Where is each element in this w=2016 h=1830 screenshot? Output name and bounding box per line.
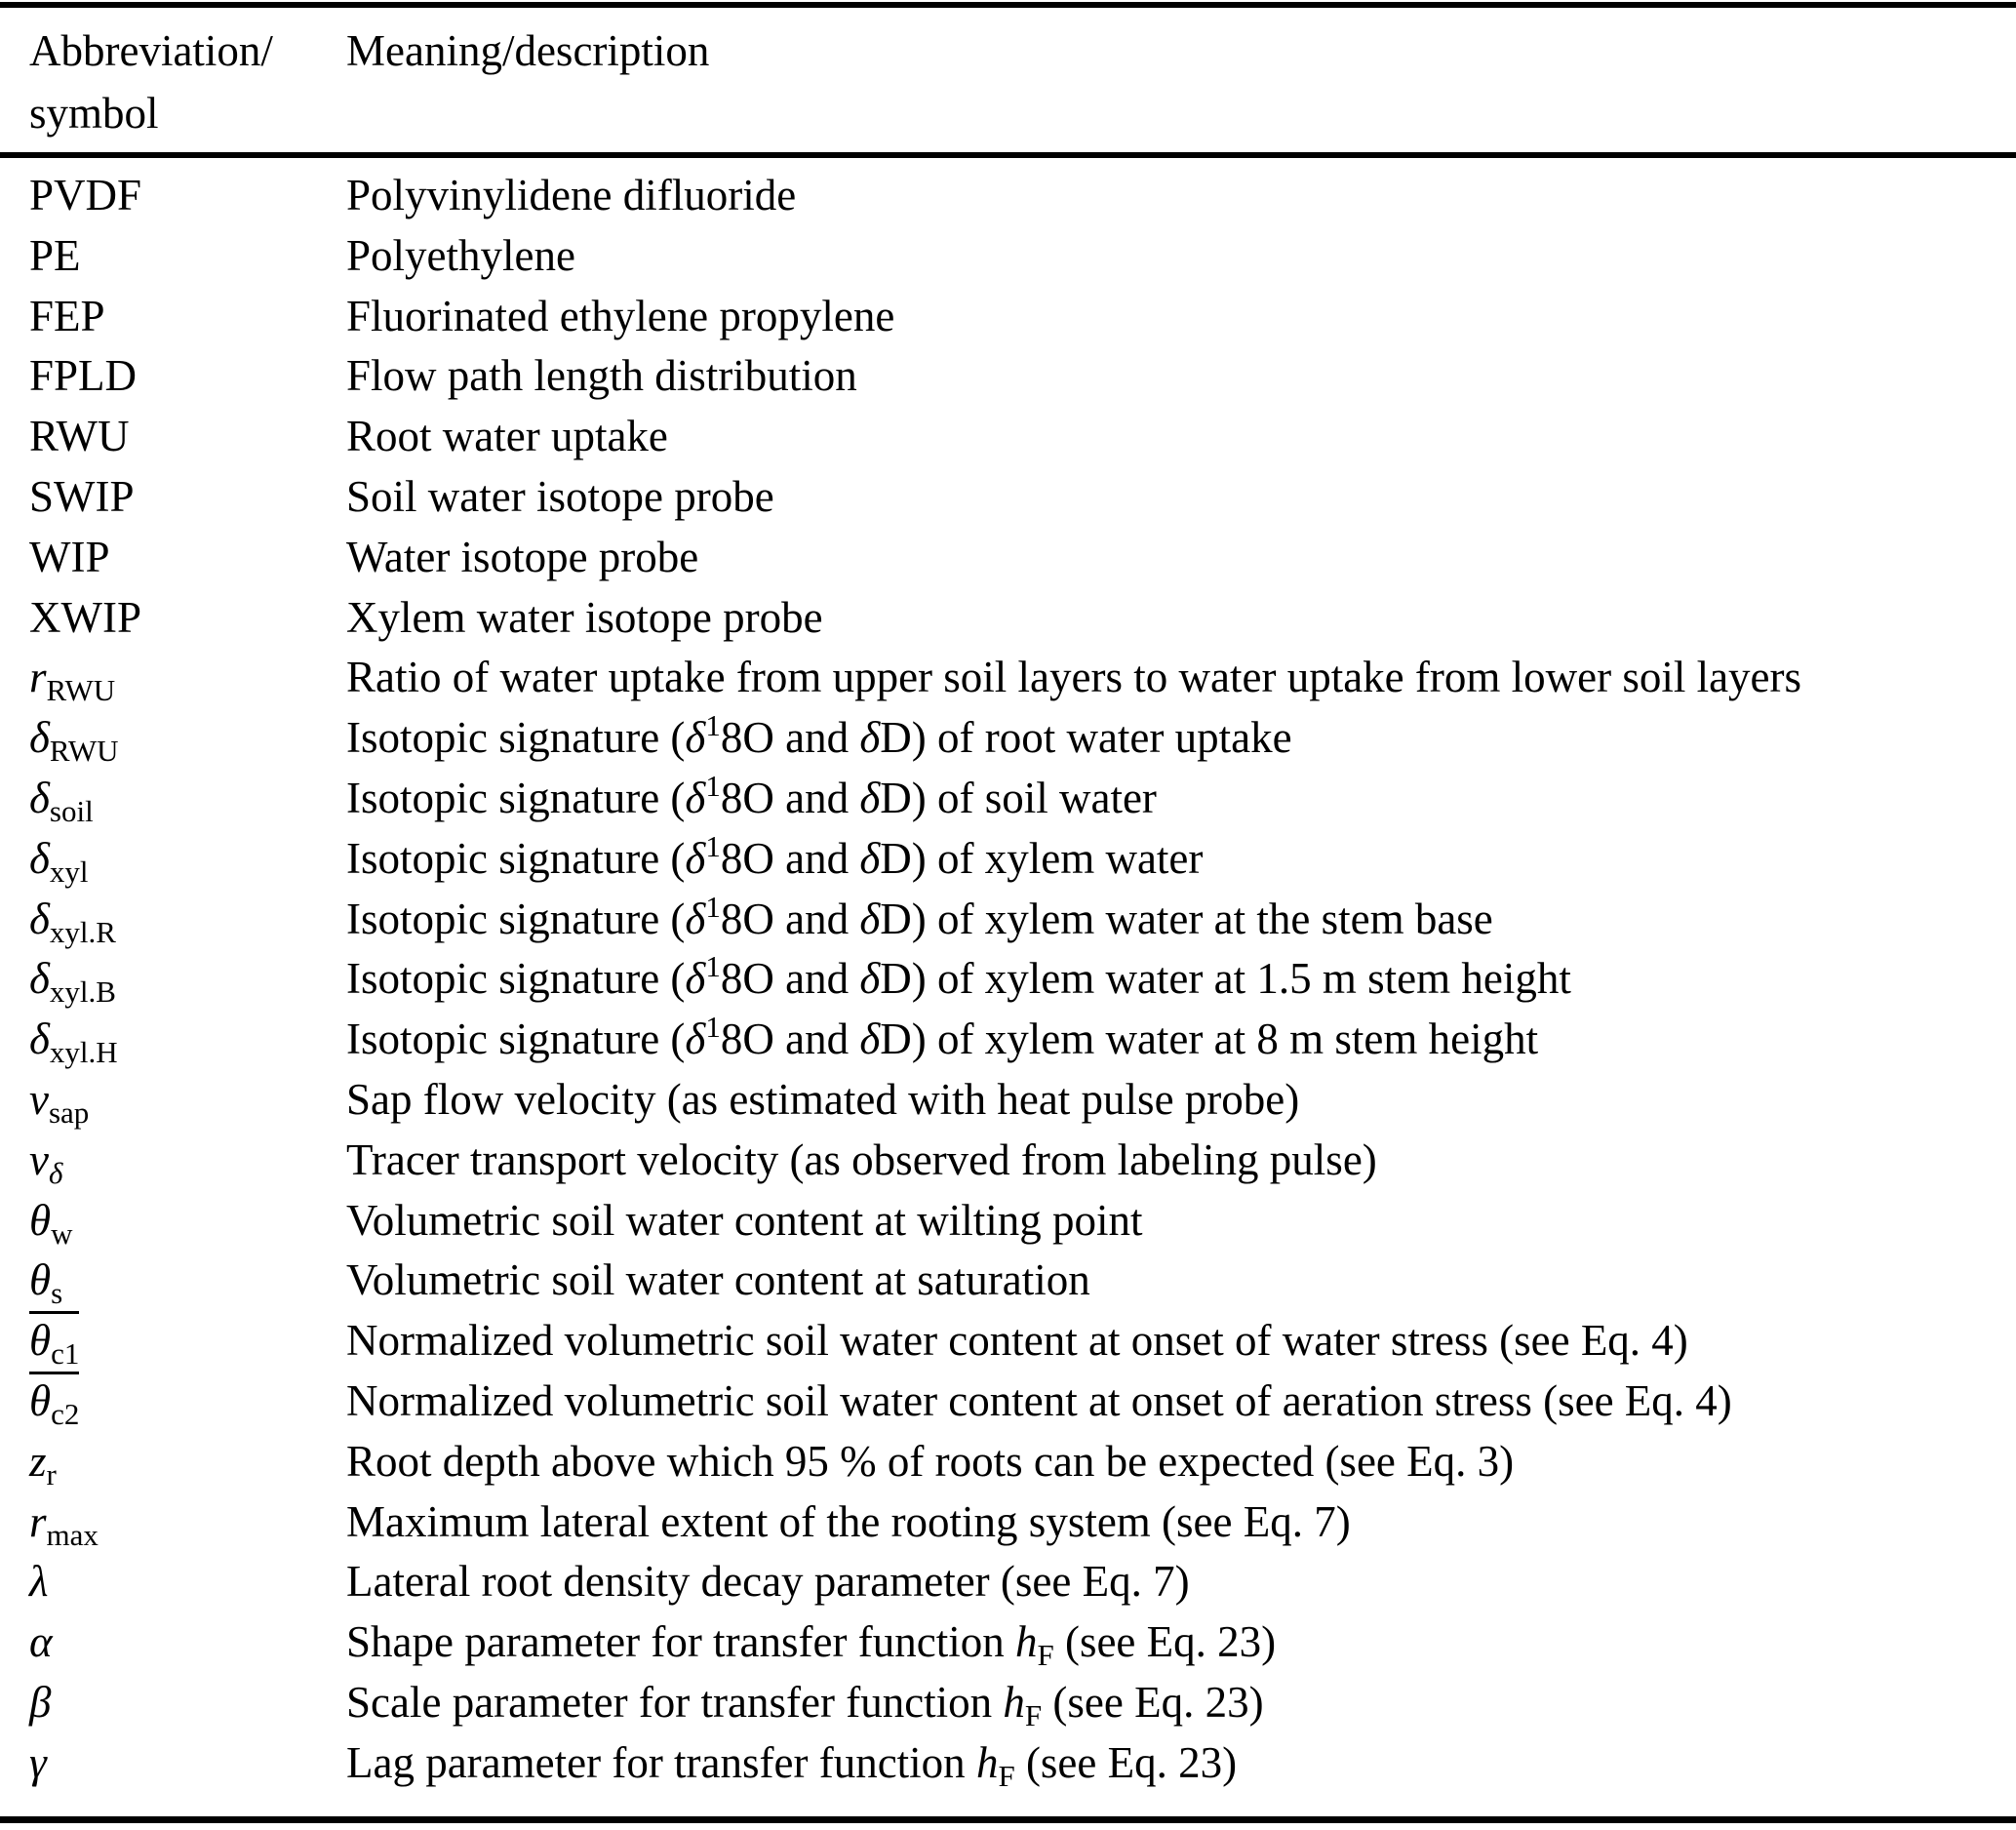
text-segment: (see Eq. 23) — [1014, 1737, 1238, 1787]
text-segment: δ — [29, 713, 50, 763]
symbol-cell — [0, 890, 346, 950]
table-row — [0, 769, 2016, 829]
symbol-cell — [0, 1251, 346, 1311]
text-segment: Flow path length distribution — [346, 351, 857, 401]
superscript-text: 1 — [705, 768, 721, 803]
text-segment: δ — [685, 894, 706, 943]
superscript-text: 1 — [705, 949, 721, 984]
text-segment: D) of xylem water at 8 m stem height — [880, 1014, 1539, 1064]
text-segment: θ — [29, 1375, 52, 1425]
table-row — [0, 1492, 2016, 1553]
subscript-text: F — [1024, 1697, 1043, 1732]
text-segment: δ — [29, 833, 50, 883]
description-cell — [346, 346, 2016, 407]
text-segment: Isotopic signature ( — [346, 833, 686, 883]
symbol-cell — [0, 1733, 346, 1794]
text-segment: Fluorinated ethylene propylene — [346, 291, 895, 340]
text-segment: D) of soil water — [880, 773, 1157, 822]
symbol-cell — [0, 1432, 346, 1492]
description-cell — [346, 1010, 2016, 1070]
table-header-separator-rule — [0, 152, 2016, 158]
description-cell — [346, 890, 2016, 950]
symbol-cell — [0, 1010, 346, 1070]
table-row — [0, 1432, 2016, 1492]
symbol-cell — [0, 769, 346, 829]
text-segment: Polyvinylidene difluoride — [346, 171, 797, 219]
column-header-meaning-description: Meaning/description — [346, 26, 710, 75]
text-segment: 8O and — [720, 773, 860, 822]
symbol-cell — [0, 949, 346, 1010]
description-cell — [346, 1612, 2016, 1673]
table-row — [0, 1733, 2016, 1794]
subscript-text: RWU — [46, 673, 116, 708]
text-segment: β — [29, 1677, 52, 1727]
description-cell — [346, 467, 2016, 528]
text-segment: 8O and — [720, 954, 860, 1004]
text-segment: Isotopic signature ( — [346, 713, 686, 763]
subscript-text: soil — [49, 793, 94, 828]
text-segment: Root depth above which 95 % of roots can be expected (see Eq. 3) — [346, 1436, 1515, 1486]
description-cell — [346, 1492, 2016, 1553]
text-segment: δ — [859, 894, 881, 943]
table-row — [0, 648, 2016, 708]
subscript-text: c2 — [51, 1396, 80, 1431]
table-row — [0, 1070, 2016, 1131]
table-row — [0, 1311, 2016, 1372]
description-cell — [346, 166, 2016, 226]
text-segment: δ — [29, 954, 50, 1004]
text-segment: 8O and — [720, 833, 860, 883]
table-row — [0, 226, 2016, 287]
description-cell — [346, 226, 2016, 287]
table-row — [0, 287, 2016, 347]
text-segment: δ — [859, 954, 881, 1004]
text-segment: Lateral root density decay parameter (see Eq. 7) — [346, 1557, 1190, 1607]
table-row — [0, 407, 2016, 467]
overlined-symbol — [29, 1311, 80, 1372]
column-header-abbreviation-line1: Abbreviation/ — [29, 26, 273, 75]
text-segment: Tracer transport velocity (as observed from labeling pulse) — [346, 1134, 1377, 1184]
superscript-text: 1 — [705, 708, 721, 743]
description-cell — [346, 1311, 2016, 1372]
table-row — [0, 1673, 2016, 1733]
text-segment: α — [29, 1617, 53, 1667]
table-row — [0, 588, 2016, 649]
description-cell — [346, 708, 2016, 769]
symbol-cell — [0, 287, 346, 347]
table-body — [0, 166, 2016, 1794]
symbol-cell — [0, 166, 346, 226]
description-cell — [346, 769, 2016, 829]
text-segment: r — [29, 653, 47, 702]
text-segment: SWIP — [29, 471, 135, 521]
table-row — [0, 1191, 2016, 1252]
superscript-text: 1 — [705, 889, 721, 924]
symbol-cell — [0, 226, 346, 287]
subscript-text: δ — [48, 1155, 63, 1190]
subscript-text: c1 — [51, 1336, 80, 1372]
description-cell — [346, 949, 2016, 1010]
text-segment: (see Eq. 23) — [1042, 1677, 1264, 1727]
text-segment: δ — [29, 894, 50, 943]
subscript-text: F — [998, 1758, 1015, 1793]
subscript-text: sap — [48, 1094, 90, 1130]
description-cell — [346, 588, 2016, 649]
overlined-symbol — [29, 1372, 80, 1431]
description-cell — [346, 829, 2016, 890]
description-cell — [346, 648, 2016, 708]
text-segment: θ — [29, 1316, 52, 1366]
table-row — [0, 1372, 2016, 1432]
text-segment: Shape parameter for transfer function — [346, 1617, 1015, 1667]
text-segment: δ — [859, 713, 881, 763]
text-segment: r — [29, 1496, 47, 1546]
description-cell — [346, 1733, 2016, 1794]
subscript-text: s — [51, 1276, 63, 1311]
text-segment: 8O and — [720, 1014, 860, 1064]
text-segment: RWU — [29, 412, 130, 461]
subscript-text: F — [1037, 1638, 1054, 1673]
subscript-text: xyl.B — [49, 975, 116, 1010]
text-segment: Scale parameter for transfer function — [346, 1677, 1004, 1727]
text-segment: Isotopic signature ( — [346, 1014, 686, 1064]
description-cell — [346, 407, 2016, 467]
text-segment: Sap flow velocity (as estimated with heat pulse probe) — [346, 1074, 1300, 1124]
text-segment: Polyethylene — [346, 230, 575, 280]
subscript-text: RWU — [49, 734, 119, 769]
symbol-cell — [0, 1552, 346, 1612]
description-cell — [346, 1251, 2016, 1311]
text-segment: δ — [859, 833, 881, 883]
table-top-rule — [0, 2, 2016, 8]
table-row — [0, 890, 2016, 950]
text-segment: PE — [29, 230, 81, 280]
text-segment: Lag parameter for transfer function — [346, 1737, 976, 1787]
column-header-abbreviation-line2: symbol — [29, 89, 159, 138]
text-segment: 8O and — [720, 713, 860, 763]
text-segment: Soil water isotope probe — [346, 471, 774, 521]
table-row — [0, 467, 2016, 528]
text-segment: D) of xylem water at the stem base — [880, 894, 1493, 943]
description-cell — [346, 1191, 2016, 1252]
text-segment: δ — [685, 1014, 706, 1064]
description-cell — [346, 1131, 2016, 1191]
description-cell — [346, 1552, 2016, 1612]
subscript-text: xyl.H — [49, 1035, 118, 1070]
description-cell — [346, 1070, 2016, 1131]
text-segment: D) of xylem water at 1.5 m stem height — [880, 954, 1571, 1004]
table-row — [0, 1612, 2016, 1673]
symbol-cell — [0, 1612, 346, 1673]
text-segment: Isotopic signature ( — [346, 954, 686, 1004]
text-segment: δ — [29, 773, 50, 822]
text-segment: z — [29, 1436, 47, 1486]
description-cell — [346, 1673, 2016, 1733]
symbol-cell — [0, 829, 346, 890]
subscript-text: max — [46, 1517, 99, 1552]
symbol-cell — [0, 1372, 346, 1432]
text-segment: Root water uptake — [346, 412, 668, 461]
column-header-abbreviation-symbol — [0, 20, 346, 144]
text-segment: Water isotope probe — [346, 532, 699, 581]
text-segment: θ — [29, 1255, 52, 1305]
text-segment: δ — [859, 773, 881, 822]
subscript-text: w — [51, 1215, 73, 1251]
superscript-text: 1 — [705, 1010, 721, 1045]
subscript-text: xyl.R — [49, 914, 116, 949]
table-row — [0, 346, 2016, 407]
description-cell — [346, 1372, 2016, 1432]
text-segment: Normalized volumetric soil water content at onset of water stress (see Eq. 4) — [346, 1316, 1688, 1366]
table-header-row — [0, 20, 2016, 144]
text-segment: Xylem water isotope probe — [346, 592, 823, 642]
symbol-cell — [0, 1191, 346, 1252]
symbol-cell — [0, 346, 346, 407]
description-cell — [346, 287, 2016, 347]
text-segment: δ — [685, 833, 706, 883]
text-segment: Volumetric soil water content at saturation — [346, 1255, 1090, 1305]
table-row — [0, 1251, 2016, 1311]
text-segment: FPLD — [29, 351, 138, 401]
text-segment: h — [1003, 1677, 1025, 1727]
symbol-cell — [0, 528, 346, 588]
text-segment: δ — [859, 1014, 881, 1064]
text-segment: (see Eq. 23) — [1053, 1617, 1277, 1667]
symbol-cell — [0, 467, 346, 528]
subscript-text: r — [46, 1456, 57, 1492]
text-segment: h — [975, 1737, 999, 1787]
text-segment: γ — [29, 1737, 47, 1787]
text-segment: 8O and — [720, 894, 860, 943]
text-segment: Ratio of water uptake from upper soil layers to water uptake from lower soil layers — [346, 653, 1802, 702]
text-segment: λ — [29, 1557, 49, 1607]
text-segment: Maximum lateral extent of the rooting system (see Eq. 7) — [346, 1496, 1351, 1546]
text-segment: v — [29, 1074, 49, 1124]
text-segment: δ — [29, 1014, 50, 1064]
table-row — [0, 166, 2016, 226]
superscript-text: 1 — [705, 828, 721, 863]
text-segment: PVDF — [29, 171, 142, 219]
text-segment: Isotopic signature ( — [346, 773, 686, 822]
text-segment: D) of root water uptake — [880, 713, 1292, 763]
text-segment: δ — [685, 773, 706, 822]
symbol-cell — [0, 588, 346, 649]
subscript-text: xyl — [49, 854, 89, 889]
table-row — [0, 1010, 2016, 1070]
symbol-cell — [0, 708, 346, 769]
text-segment: D) of xylem water — [880, 833, 1204, 883]
symbol-cell — [0, 1311, 346, 1372]
table-row — [0, 1131, 2016, 1191]
text-segment: Normalized volumetric soil water content at onset of aeration stress (see Eq. 4) — [346, 1375, 1732, 1425]
table-bottom-rule — [0, 1816, 2016, 1823]
text-segment: Isotopic signature ( — [346, 894, 686, 943]
text-segment: v — [29, 1134, 49, 1184]
text-segment: h — [1014, 1617, 1038, 1667]
table-row — [0, 1552, 2016, 1612]
text-segment: θ — [29, 1195, 52, 1245]
table-row — [0, 528, 2016, 588]
symbol-cell — [0, 1492, 346, 1553]
text-segment: FEP — [29, 291, 105, 340]
table-row — [0, 829, 2016, 890]
symbol-cell — [0, 407, 346, 467]
table-row — [0, 949, 2016, 1010]
text-segment: δ — [685, 713, 706, 763]
text-segment: Volumetric soil water content at wilting point — [346, 1195, 1143, 1245]
symbol-cell — [0, 648, 346, 708]
description-cell — [346, 1432, 2016, 1492]
text-segment: WIP — [29, 532, 110, 581]
symbol-cell — [0, 1673, 346, 1733]
symbol-cell — [0, 1131, 346, 1191]
table-row — [0, 708, 2016, 769]
text-segment: δ — [685, 954, 706, 1004]
text-segment: XWIP — [29, 592, 141, 642]
description-cell — [346, 528, 2016, 588]
symbol-cell — [0, 1070, 346, 1131]
